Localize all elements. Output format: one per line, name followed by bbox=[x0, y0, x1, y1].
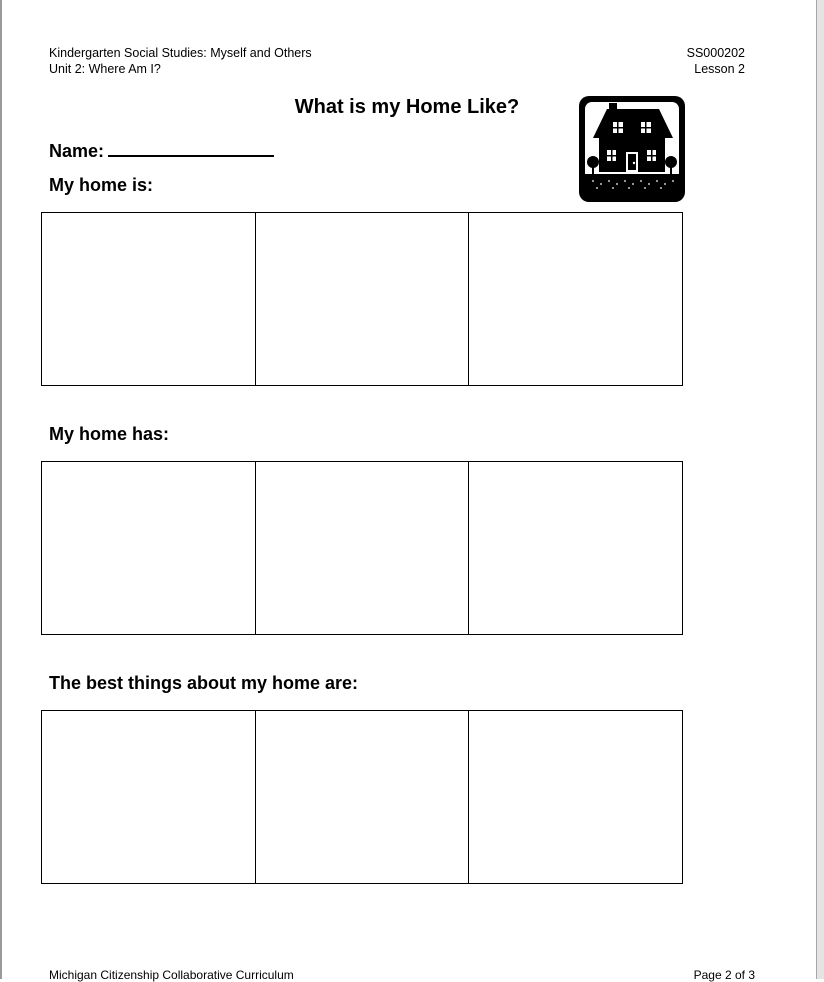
header-left bbox=[49, 45, 312, 77]
unit-title: Unit 2: Where Am I? bbox=[49, 62, 161, 76]
drawing-box[interactable] bbox=[42, 462, 256, 634]
viewer-scrollbar[interactable] bbox=[816, 0, 824, 979]
document-page bbox=[2, 0, 815, 982]
drawing-grid-best-things bbox=[41, 710, 683, 884]
name-field bbox=[49, 137, 274, 162]
course-title: Kindergarten Social Studies: Myself and Others bbox=[49, 46, 312, 60]
drawing-box[interactable] bbox=[256, 711, 470, 883]
drawing-box[interactable] bbox=[256, 213, 470, 385]
drawing-box[interactable] bbox=[469, 213, 682, 385]
drawing-box[interactable] bbox=[469, 462, 682, 634]
house-icon bbox=[577, 94, 687, 204]
section-label-best-things: The best things about my home are: bbox=[49, 673, 359, 693]
drawing-box[interactable] bbox=[42, 711, 256, 883]
section-label-home-has: My home has: bbox=[49, 424, 170, 444]
footer-right: Page 2 of 3 bbox=[693, 968, 755, 982]
name-blank-line bbox=[108, 137, 274, 157]
course-code: SS000202 bbox=[686, 46, 745, 60]
worksheet-title: What is my Home Like? bbox=[294, 96, 520, 118]
drawing-box[interactable] bbox=[469, 711, 682, 883]
drawing-box[interactable] bbox=[256, 462, 470, 634]
footer-left: Michigan Citizenship Collaborative Curriculum bbox=[49, 968, 294, 982]
drawing-box[interactable] bbox=[42, 213, 256, 385]
header-right bbox=[687, 45, 745, 77]
drawing-grid-home-has bbox=[41, 461, 683, 635]
drawing-grid-home-is bbox=[41, 212, 683, 386]
section-label-home-is: My home is: bbox=[49, 175, 154, 195]
lesson-number: Lesson 2 bbox=[694, 62, 745, 76]
name-label: Name: bbox=[49, 141, 105, 161]
